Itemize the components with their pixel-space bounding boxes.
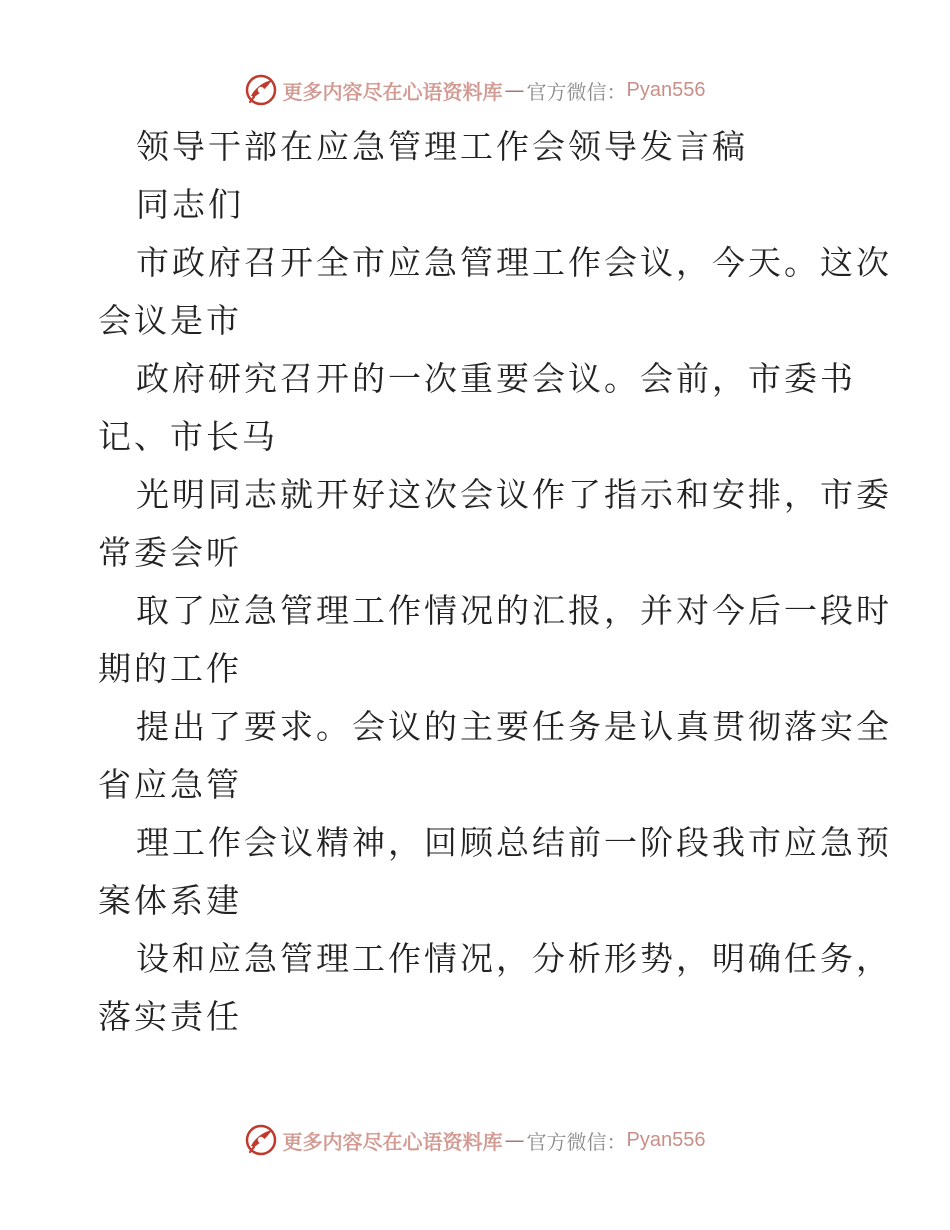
banner-site-text: 更多内容尽在心语资料库 — [282, 1129, 503, 1154]
text-line: 会议是市 — [98, 301, 242, 340]
text-line: 案体系建 — [98, 881, 242, 920]
text-line: 理工作会议精神，回顾总结前一阶段我市应急预 — [136, 823, 892, 862]
text-line: 政府研究召开的一次重要会议。会前，市委书 — [136, 359, 856, 398]
text-line: 提出了要求。会议的主要任务是认真贯彻落实全 — [136, 707, 892, 746]
footer-banner — [0, 1120, 950, 1160]
banner-separator: — — [504, 78, 525, 102]
banner-site-text: 更多内容尽在心语资料库 — [282, 79, 503, 104]
text-line: 光明同志就开好这次会议作了指示和安排，市委 — [136, 475, 892, 514]
header-banner — [0, 70, 950, 110]
text-line: 取了应急管理工作情况的汇报，并对今后一段时 — [136, 591, 892, 630]
banner-wechat-label: 官方微信： — [526, 79, 627, 104]
text-line: 落实责任 — [98, 997, 242, 1036]
banner-separator: — — [504, 1128, 525, 1152]
quill-pen-logo-icon — [245, 74, 277, 106]
document-title: 领导干部在应急管理工作会领导发言稿 — [136, 127, 748, 166]
salutation: 同志们 — [136, 185, 244, 224]
text-line: 记、市长马 — [98, 417, 278, 456]
text-line: 常委会听 — [98, 533, 242, 572]
banner-wechat-id: Pyan556 — [626, 1128, 706, 1151]
banner-wechat-label: 官方微信： — [526, 1129, 627, 1154]
text-line: 市政府召开全市应急管理工作会议，今天。这次 — [136, 243, 892, 282]
text-line: 省应急管 — [98, 765, 242, 804]
text-line: 期的工作 — [98, 649, 242, 688]
text-line: 设和应急管理工作情况，分析形势，明确任务， — [136, 939, 892, 978]
banner-wechat-id: Pyan556 — [626, 78, 706, 101]
quill-pen-logo-icon — [245, 1124, 277, 1156]
document-body — [98, 118, 892, 1046]
